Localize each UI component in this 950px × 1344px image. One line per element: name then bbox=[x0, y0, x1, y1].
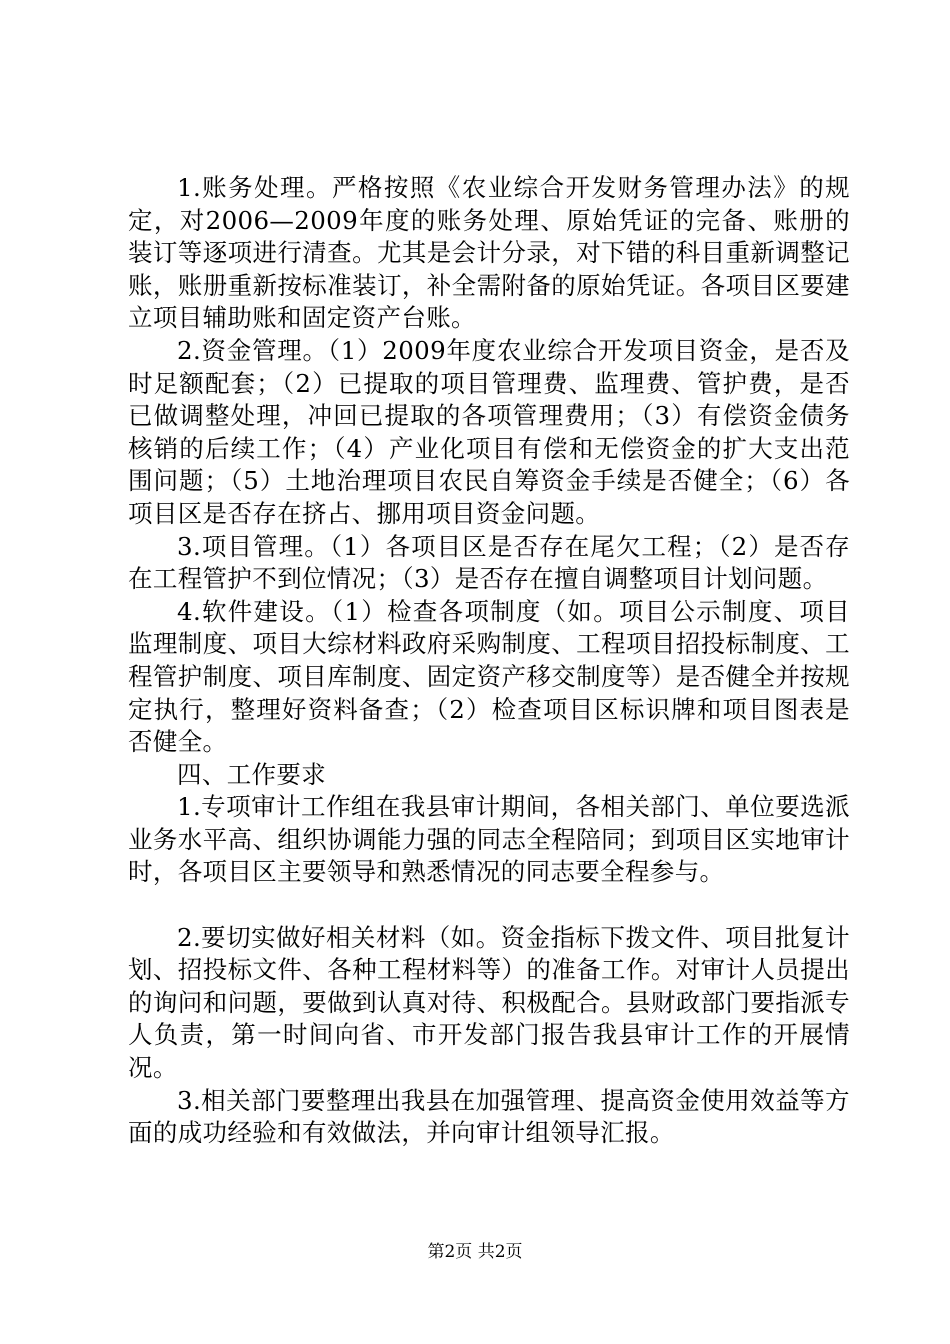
paragraph-accounting: 1.账务处理。严格按照《农业综合开发财务管理办法》的规定，对2006—2009年度的账务处理、原始凭证的完备、账册的装订等逐项进行清查。尤其是会计分录，对下错的科目重新调整记账，账册重新按标准装订，补全需附备的原始凭证。各项目区要建立项目辅助账和固定资产台账。 bbox=[128, 173, 850, 333]
document-body bbox=[128, 172, 850, 1150]
paragraph-requirement-2: 2.要切实做好相关材料（如。资金指标下拨文件、项目批复计划、招投标文件、各种工程材料等）的准备工作。对审计人员提出的询问和问题，要做到认真对待、积极配合。县财政部门要指派专人负责，第一时间向省、市开发部门报告我县审计工作的开展情况。 bbox=[128, 922, 850, 1083]
section-heading-work-requirements: 四、工作要求 bbox=[177, 759, 327, 789]
page-number-footer: 第2页 共2页 bbox=[427, 1242, 523, 1262]
paragraph-requirement-1: 1.专项审计工作组在我县审计期间，各相关部门、单位要选派业务水平高、组织协调能力强的同志全程陪同；到项目区实地审计时，各项目区主要领导和熟悉情况的同志要全程参与。 bbox=[128, 792, 850, 887]
paragraph-software-construction: 4.软件建设。（1）检查各项制度（如。项目公示制度、项目监理制度、项目大综材料政府采购制度、工程项目招投标制度、工程管护制度、项目库制度、固定资产移交制度等）是否健全并按规定执行，整理好资料备查；（2）检查项目区标识牌和项目图表是否健全。 bbox=[128, 596, 850, 757]
paragraph-project-management: 3.项目管理。（1）各项目区是否存在尾欠工程；（2）是否存在工程管护不到位情况；（3）是否存在擅自调整项目计划问题。 bbox=[128, 531, 850, 594]
paragraph-fund-management: 2.资金管理。（1）2009年度农业综合开发项目资金，是否及时足额配套；（2）已提取的项目管理费、监理费、管护费，是否已做调整处理，冲回已提取的各项管理费用；（3）有偿资金债务核销的后续工作；（4）产业化项目有偿和无偿资金的扩大支出范围问题；（5）土地治理项目农民自筹资金手续是否健全；（6）各项目区是否存在挤占、挪用项目资金问题。 bbox=[128, 335, 850, 528]
paragraph-requirement-3: 3.相关部门要整理出我县在加强管理、提高资金使用效益等方面的成功经验和有效做法，并向审计组领导汇报。 bbox=[128, 1085, 850, 1148]
